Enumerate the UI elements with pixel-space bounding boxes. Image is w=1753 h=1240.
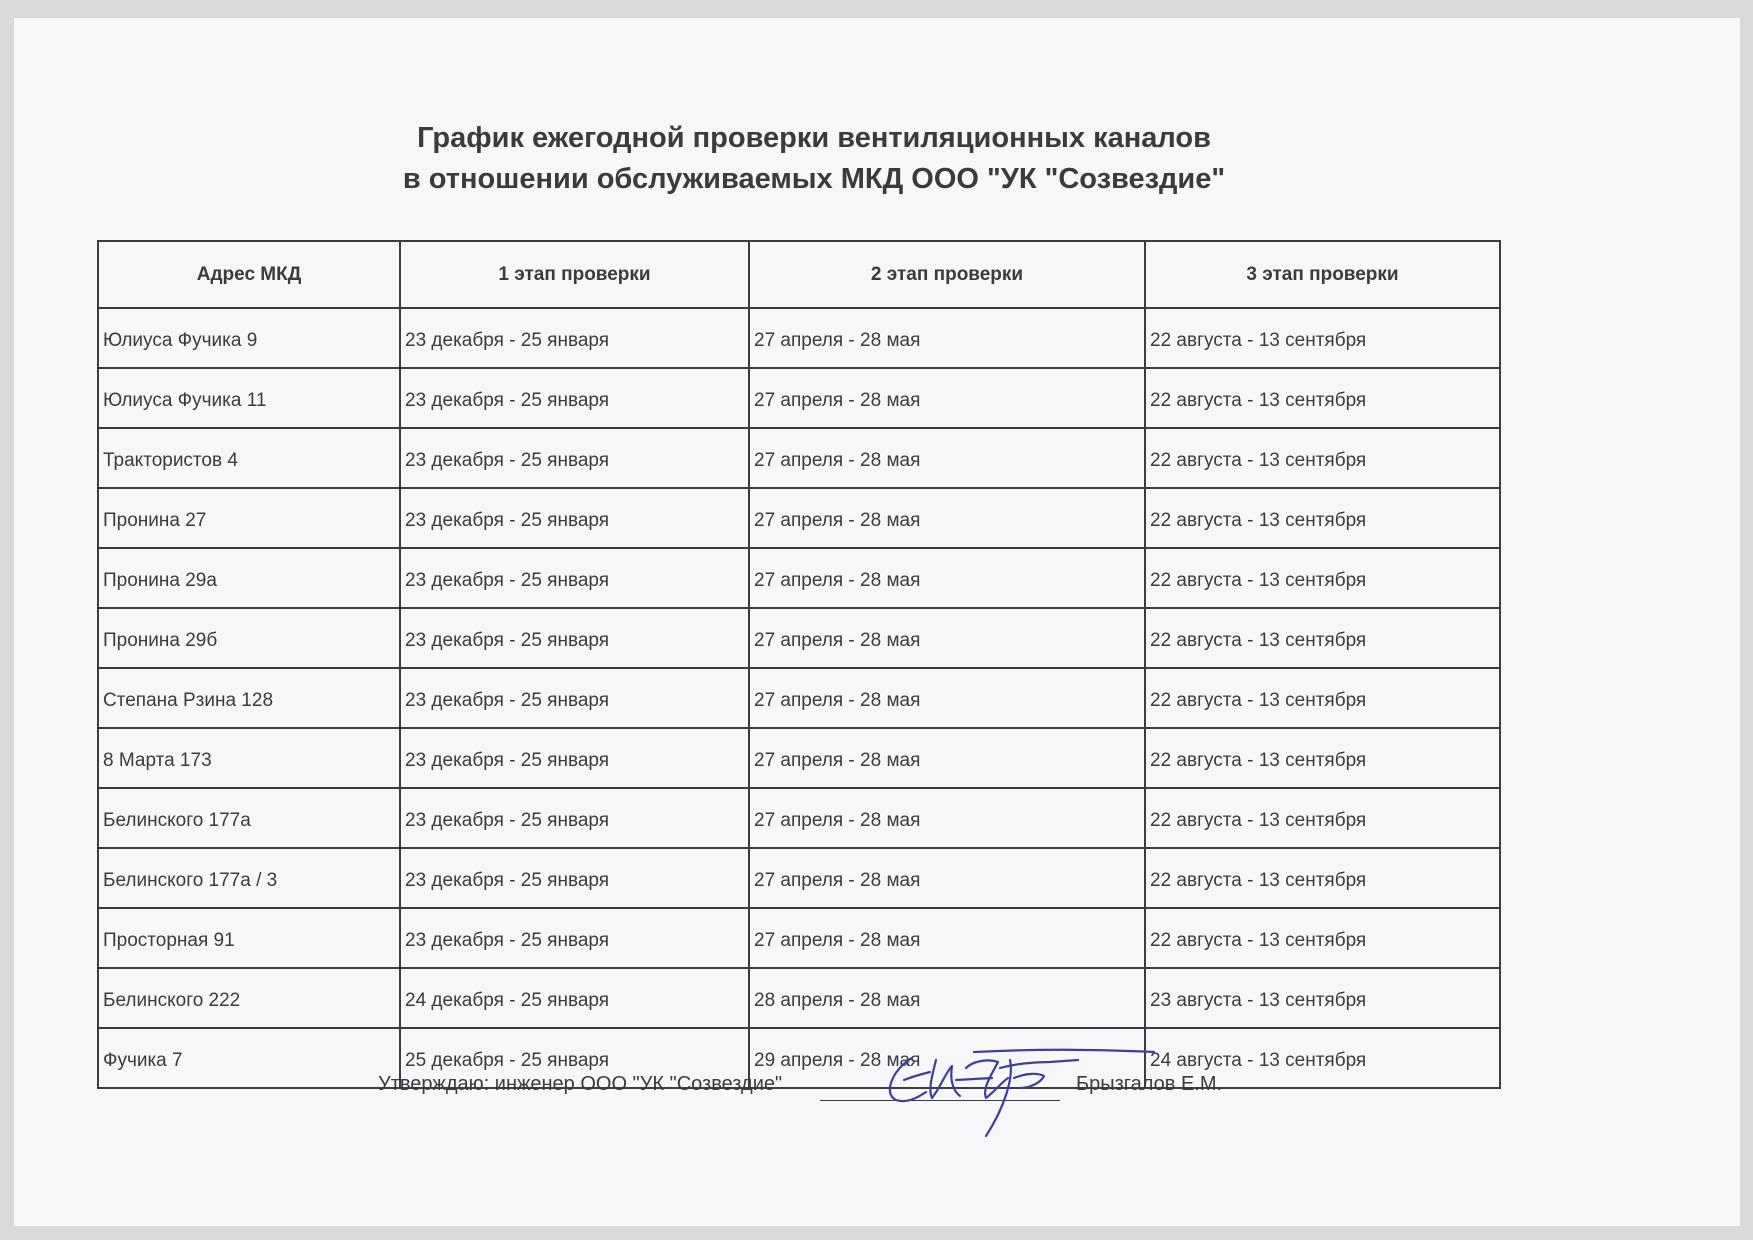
stage-3-cell: 22 августа - 13 сентября xyxy=(1145,548,1500,608)
stage-2-cell: 27 апреля - 28 мая xyxy=(749,428,1145,488)
address-cell: 8 Марта 173 xyxy=(98,728,400,788)
title-line-2: в отношении обслуживаемых МКД ООО "УК "Созвездие" xyxy=(402,163,1226,195)
table-row xyxy=(98,428,1500,488)
stage-1-cell: 25 декабря - 25 января xyxy=(400,1028,749,1088)
address-cell: Юлиуса Фучика 9 xyxy=(98,308,400,368)
table-row xyxy=(98,608,1500,668)
table-body xyxy=(98,308,1500,1088)
stage-2-cell: 29 апреля - 28 мая xyxy=(749,1028,1145,1088)
stage-1-cell: 24 декабря - 25 января xyxy=(400,968,749,1028)
address-cell: Пронина 29а xyxy=(98,548,400,608)
stage-3-cell: 22 августа - 13 сентября xyxy=(1145,728,1500,788)
stage-3-cell: 22 августа - 13 сентября xyxy=(1145,908,1500,968)
table-row xyxy=(98,668,1500,728)
address-cell: Пронина 27 xyxy=(98,488,400,548)
stage-2-cell: 27 апреля - 28 мая xyxy=(749,728,1145,788)
stage-1-cell: 23 декабря - 25 января xyxy=(400,368,749,428)
table-row xyxy=(98,488,1500,548)
column-header-3: 2 этап проверки xyxy=(749,241,1145,308)
address-cell: Пронина 29б xyxy=(98,608,400,668)
stage-3-cell: 22 августа - 13 сентября xyxy=(1145,308,1500,368)
document-title xyxy=(14,118,1614,200)
table-row xyxy=(98,548,1500,608)
document-sheet xyxy=(14,18,1740,1226)
signer-name: Брызгалов Е.М. xyxy=(1076,1073,1223,1095)
stage-3-cell: 22 августа - 13 сентября xyxy=(1145,368,1500,428)
stage-1-cell: 23 декабря - 25 января xyxy=(400,428,749,488)
table-row xyxy=(98,788,1500,848)
table-row xyxy=(98,848,1500,908)
stage-1-cell: 23 декабря - 25 января xyxy=(400,728,749,788)
stage-3-cell: 24 августа - 13 сентября xyxy=(1145,1028,1500,1088)
stage-1-cell: 23 декабря - 25 января xyxy=(400,608,749,668)
stage-3-cell: 22 августа - 13 сентября xyxy=(1145,788,1500,848)
stage-3-cell: 22 августа - 13 сентября xyxy=(1145,488,1500,548)
approval-label: Утверждаю: инженер ООО "УК "Созвездие" xyxy=(378,1073,783,1095)
stage-1-cell: 23 декабря - 25 января xyxy=(400,308,749,368)
stage-2-cell: 27 апреля - 28 мая xyxy=(749,548,1145,608)
stage-2-cell: 27 апреля - 28 мая xyxy=(749,608,1145,668)
column-header-1: Адрес МКД xyxy=(98,241,400,308)
stage-1-cell: 23 декабря - 25 января xyxy=(400,908,749,968)
address-cell: Белинского 222 xyxy=(98,968,400,1028)
address-cell: Просторная 91 xyxy=(98,908,400,968)
stage-1-cell: 23 декабря - 25 января xyxy=(400,668,749,728)
column-header-2: 1 этап проверки xyxy=(400,241,749,308)
stage-2-cell: 27 апреля - 28 мая xyxy=(749,848,1145,908)
stage-1-cell: 23 декабря - 25 января xyxy=(400,548,749,608)
table-row xyxy=(98,968,1500,1028)
table-header-row xyxy=(98,241,1500,308)
stage-2-cell: 27 апреля - 28 мая xyxy=(749,908,1145,968)
stage-3-cell: 22 августа - 13 сентября xyxy=(1145,608,1500,668)
inspection-schedule-table xyxy=(97,240,1501,1089)
table-row xyxy=(98,368,1500,428)
stage-2-cell: 27 апреля - 28 мая xyxy=(749,308,1145,368)
stage-3-cell: 22 августа - 13 сентября xyxy=(1145,668,1500,728)
stage-2-cell: 27 апреля - 28 мая xyxy=(749,788,1145,848)
stage-3-cell: 22 августа - 13 сентября xyxy=(1145,428,1500,488)
address-cell: Белинского 177а / 3 xyxy=(98,848,400,908)
title-line-1: График ежегодной проверки вентиляционных каналов xyxy=(417,122,1211,154)
stage-3-cell: 22 августа - 13 сентября xyxy=(1145,848,1500,908)
table-row xyxy=(98,908,1500,968)
stage-1-cell: 23 декабря - 25 января xyxy=(400,788,749,848)
address-cell: Белинского 177а xyxy=(98,788,400,848)
stage-2-cell: 27 апреля - 28 мая xyxy=(749,488,1145,548)
stage-2-cell: 27 апреля - 28 мая xyxy=(749,668,1145,728)
address-cell: Трактористов 4 xyxy=(98,428,400,488)
stage-3-cell: 23 августа - 13 сентября xyxy=(1145,968,1500,1028)
table-row xyxy=(98,308,1500,368)
table-row xyxy=(98,728,1500,788)
table-row xyxy=(98,1028,1500,1088)
address-cell: Фучика 7 xyxy=(98,1028,400,1088)
address-cell: Степана Рзина 128 xyxy=(98,668,400,728)
column-header-4: 3 этап проверки xyxy=(1145,241,1500,308)
stage-2-cell: 27 апреля - 28 мая xyxy=(749,368,1145,428)
stage-2-cell: 28 апреля - 28 мая xyxy=(749,968,1145,1028)
stage-1-cell: 23 декабря - 25 января xyxy=(400,488,749,548)
address-cell: Юлиуса Фучика 11 xyxy=(98,368,400,428)
stage-1-cell: 23 декабря - 25 января xyxy=(400,848,749,908)
